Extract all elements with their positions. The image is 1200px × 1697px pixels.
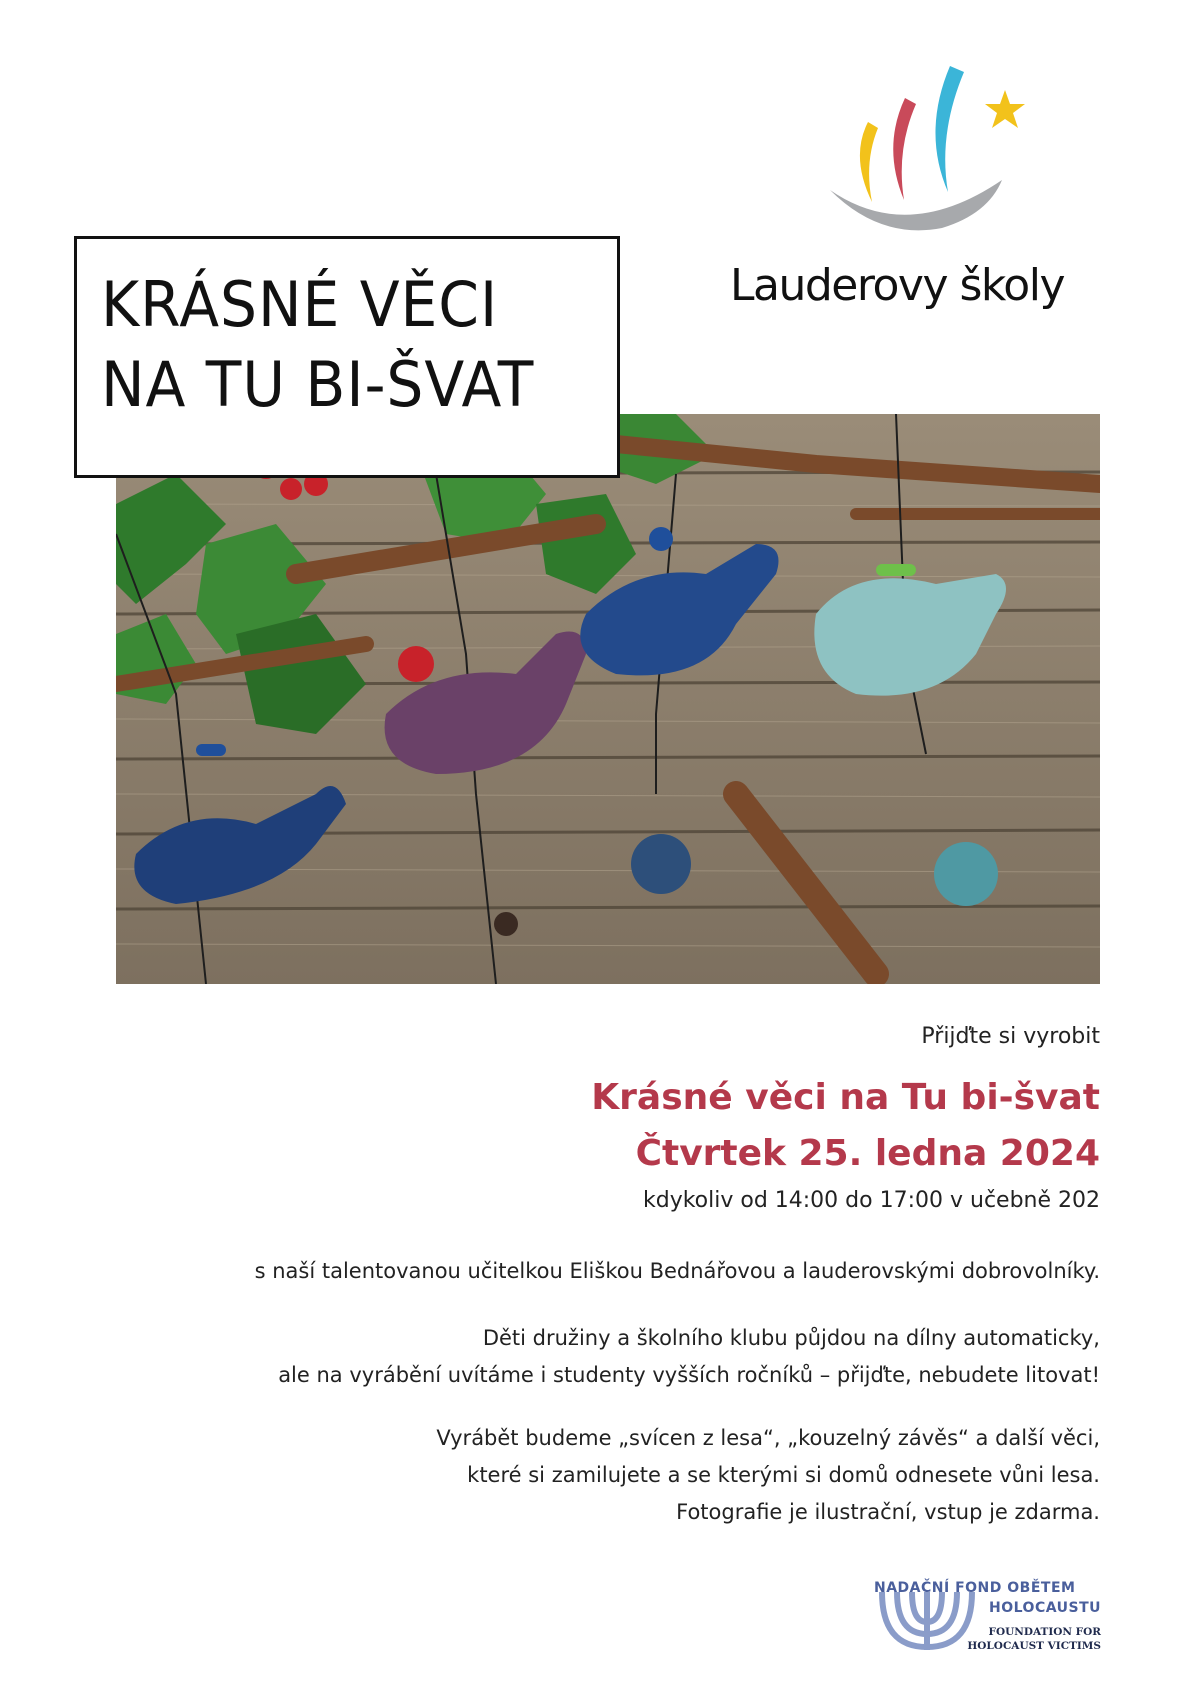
- body-paragraph-3-line-2: které si zamilujete a se kterými si domů odnesete vůni lesa.: [467, 1463, 1100, 1487]
- foundation-line-3: FOUNDATION FOR: [988, 1626, 1101, 1638]
- body-paragraph-1: s naší talentovanou učitelkou Eliškou Bednářovou a lauderovskými dobrovolníky.: [254, 1259, 1100, 1283]
- body-paragraph-2-line-1: Děti družiny a školního klubu půjdou na dílny automaticky,: [482, 1326, 1100, 1350]
- foundation-logo: [870, 1580, 1105, 1660]
- menorah-icon: [872, 1592, 982, 1652]
- school-emblem-icon: [830, 62, 1030, 237]
- body-paragraph-3-line-1: Vyrábět budeme „svícen z lesa“, „kouzelný závěs“ a další věci,: [436, 1426, 1100, 1450]
- body-paragraph-2-line-2: ale na vyrábění uvítáme i studenty vyšších ročníků – přijďte, nebudete litovat!: [278, 1363, 1100, 1387]
- body-paragraph-2: [278, 1320, 1100, 1394]
- event-time: kdykoliv od 14:00 do 17:00 v učebně 202: [642, 1188, 1100, 1213]
- foundation-line-2: HOLOCAUSTU: [989, 1600, 1101, 1616]
- body-paragraph-3: [436, 1420, 1100, 1531]
- event-date: Čtvrtek 25. ledna 2024: [635, 1133, 1100, 1174]
- title-box: [74, 236, 620, 478]
- event-intro: Přijďte si vyrobit: [921, 1024, 1100, 1049]
- logo-text: Lauderovy školy: [730, 260, 1064, 311]
- event-heading: [591, 1070, 1100, 1182]
- title-line-2: NA TU BI-ŠVAT: [101, 348, 535, 421]
- foundation-line-4: HOLOCAUST VICTIMS: [967, 1640, 1101, 1652]
- foundation-line-1: NADAČNÍ FOND OBĚTEM: [874, 1580, 1076, 1596]
- title-line-1: KRÁSNÉ VĚCI: [101, 268, 499, 341]
- event-name: Krásné věci na Tu bi-švat: [591, 1077, 1100, 1118]
- ceramic-birds-photo: [116, 414, 1100, 984]
- lauderovy-skoly-logo: [700, 62, 1100, 322]
- body-paragraph-3-line-3: Fotografie je ilustrační, vstup je zdarma.: [676, 1500, 1100, 1524]
